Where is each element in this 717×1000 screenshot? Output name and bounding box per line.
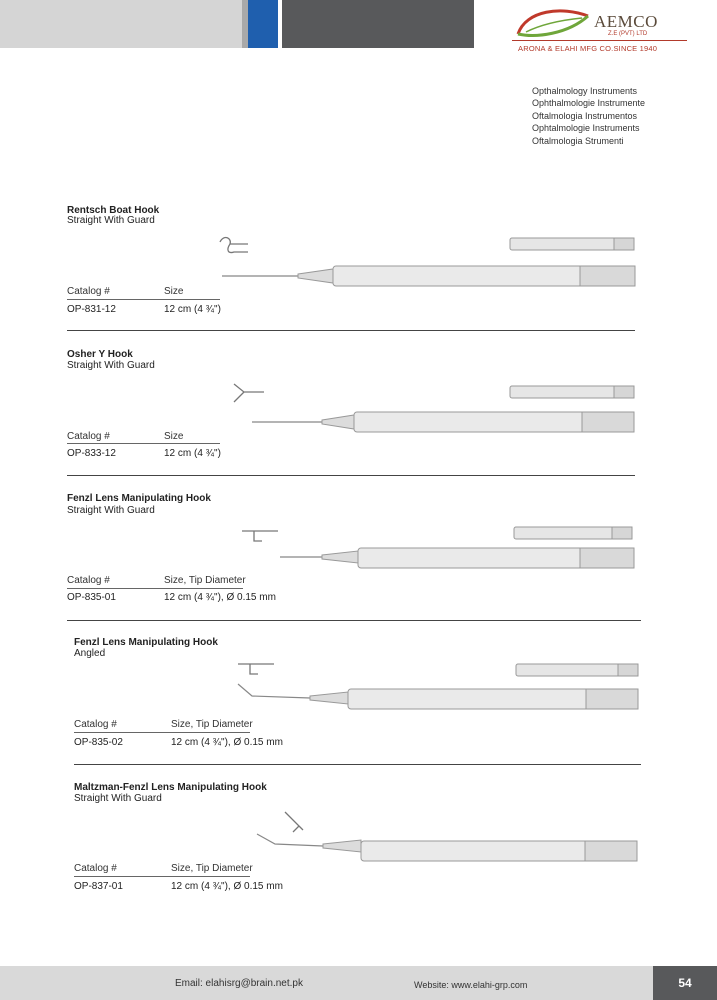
size-value: 12 cm (4 ¾") — [164, 448, 221, 459]
catalog-number: OP-833-12 — [67, 448, 116, 459]
header-bar-light — [0, 0, 242, 48]
header-bar-dark — [282, 0, 474, 48]
brand-name: AEMCO — [594, 12, 658, 31]
catalog-header: Catalog # — [74, 863, 117, 874]
catalog-number: OP-835-01 — [67, 592, 116, 603]
catalog-header: Catalog # — [67, 575, 110, 586]
size-header: Size — [164, 431, 184, 442]
instrument-image — [240, 525, 636, 575]
catalog-number: OP-831-12 — [67, 304, 116, 315]
product-subtitle: Straight With Guard — [67, 505, 155, 516]
brand-tagline: ARONA & ELAHI MFG CO.SINCE 1940 — [518, 44, 658, 53]
product-subtitle: Straight With Guard — [67, 215, 155, 226]
instrument-image — [236, 660, 642, 716]
page-number: 54 — [653, 966, 717, 1000]
language-line: Oftalmologia Instrumentos — [532, 110, 638, 121]
size-header: Size, Tip Diameter — [171, 863, 253, 874]
size-value: 12 cm (4 ¾"), Ø 0.15 mm — [171, 881, 283, 892]
section-divider — [67, 620, 641, 621]
size-header: Size, Tip Diameter — [164, 575, 246, 586]
table-underline — [67, 299, 220, 300]
table-underline — [67, 588, 243, 589]
section-divider — [67, 475, 635, 476]
instrument-image — [218, 232, 638, 290]
section-divider — [67, 330, 635, 331]
language-line: Oftalmologia Strumenti — [532, 135, 624, 146]
product-subtitle: Straight With Guard — [74, 793, 162, 804]
size-value: 12 cm (4 ¾") — [164, 304, 221, 315]
catalog-number: OP-835-02 — [74, 737, 123, 748]
leaf-logo-icon — [512, 4, 592, 44]
language-line: Ophthalmologie Instrumente — [532, 98, 646, 109]
product-title: Fenzl Lens Manipulating Hook — [67, 493, 211, 504]
instrument-image — [232, 382, 638, 432]
footer-email[interactable]: Email: elahisrg@brain.net.pk — [175, 978, 303, 989]
footer-bar — [0, 966, 717, 1000]
product-subtitle: Angled — [74, 648, 106, 659]
product-title: Fenzl Lens Manipulating Hook — [74, 637, 218, 648]
catalog-header: Catalog # — [74, 719, 117, 730]
catalog-header: Catalog # — [67, 431, 110, 442]
product-title: Rentsch Boat Hook — [67, 205, 160, 216]
size-value: 12 cm (4 ¾"), Ø 0.15 mm — [171, 737, 283, 748]
product-title: Maltzman-Fenzl Lens Manipulating Hook — [74, 782, 267, 793]
footer-website[interactable]: Website: www.elahi-grp.com — [414, 980, 528, 990]
size-header: Size, Tip Diameter — [171, 719, 253, 730]
instrument-image — [255, 808, 641, 864]
catalog-header: Catalog # — [67, 286, 110, 297]
product-title: Osher Y Hook — [67, 349, 133, 360]
language-line: Opthalmology Instruments — [532, 86, 638, 96]
language-line: Ophtalmologie Instruments — [532, 123, 640, 134]
size-header: Size — [164, 286, 184, 297]
brand-sub: Z.E (PVT) LTD — [608, 31, 648, 37]
header-bar-blue — [248, 0, 278, 48]
tagline-divider — [512, 40, 687, 41]
product-subtitle: Straight With Guard — [67, 360, 155, 371]
table-underline — [74, 876, 250, 877]
size-value: 12 cm (4 ¾"), Ø 0.15 mm — [164, 592, 276, 603]
section-divider — [74, 764, 641, 765]
table-underline — [74, 732, 250, 733]
catalog-number: OP-837-01 — [74, 881, 123, 892]
category-languages — [532, 85, 645, 147]
table-underline — [67, 443, 220, 444]
